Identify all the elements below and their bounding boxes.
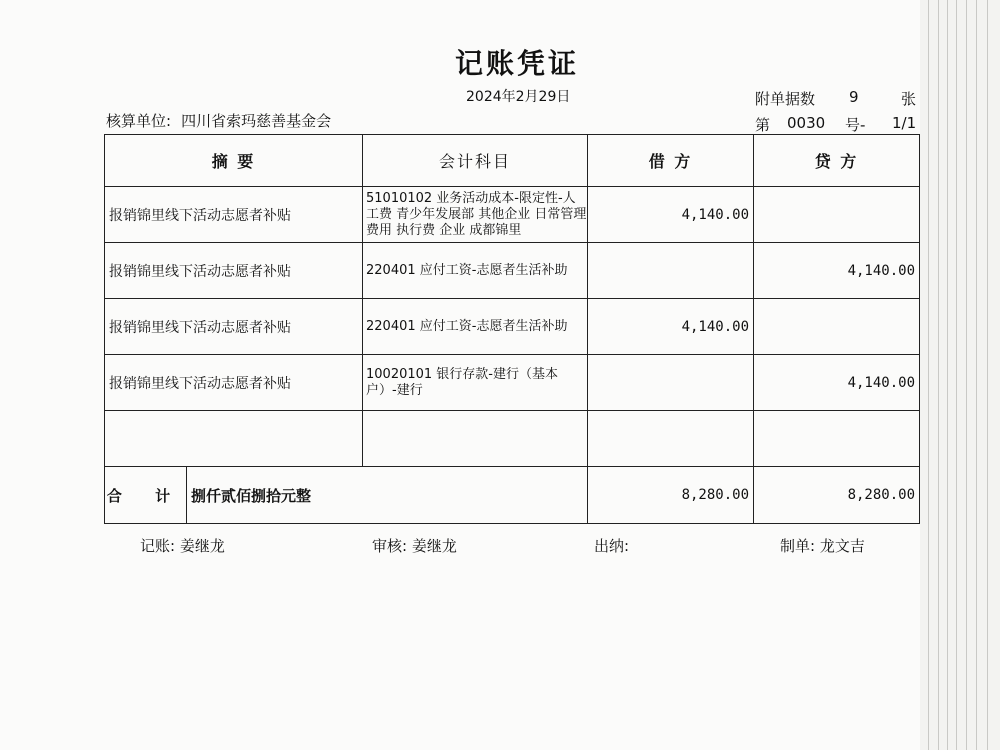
bookkeeper-label: 记账: xyxy=(140,537,176,555)
table-row-empty xyxy=(105,411,920,467)
voucher-title: 记账凭证 xyxy=(455,47,580,80)
col-account: 会计科目 xyxy=(363,135,588,187)
row-summary: 报销锦里线下活动志愿者补贴 xyxy=(105,355,363,411)
attachment-number: 9 xyxy=(849,88,859,106)
attachment-label: 附单据数 xyxy=(755,90,816,108)
table-row xyxy=(105,299,920,355)
row-account xyxy=(363,411,588,467)
voucher-number-value: 0030 xyxy=(787,114,826,132)
row-credit: 4,140.00 xyxy=(754,355,920,411)
row-account: 220401 应付工资-志愿者生活补助 xyxy=(363,299,588,355)
row-debit: 4,140.00 xyxy=(588,299,754,355)
preparer-label: 制单: xyxy=(780,537,816,555)
col-summary: 摘 要 xyxy=(105,135,363,187)
cashier xyxy=(594,535,629,556)
preparer-name: 龙文吉 xyxy=(819,537,865,555)
accounting-unit-label: 核算单位: xyxy=(106,112,172,130)
col-debit: 借 方 xyxy=(588,135,754,187)
reviewer xyxy=(372,535,457,556)
voucher-date: 2024年2月29日 xyxy=(466,89,571,105)
total-amount-in-words: 捌仟贰佰捌拾元整 xyxy=(187,467,588,524)
row-account: 10020101 银行存款-建行（基本户）-建行 xyxy=(363,355,588,411)
row-credit xyxy=(754,411,920,467)
row-summary: 报销锦里线下活动志愿者补贴 xyxy=(105,243,363,299)
row-debit: 4,140.00 xyxy=(588,187,754,243)
reviewer-name: 姜继龙 xyxy=(411,537,457,555)
row-account: 220401 应付工资-志愿者生活补助 xyxy=(363,243,588,299)
voucher-suffix: 号- xyxy=(845,116,866,134)
voucher-table xyxy=(104,134,920,524)
row-summary: 报销锦里线下活动志愿者补贴 xyxy=(105,187,363,243)
preparer xyxy=(780,535,865,556)
total-debit: 8,280.00 xyxy=(588,467,754,524)
row-credit xyxy=(754,187,920,243)
row-account: 51010102 业务活动成本-限定性-人工费 青少年发展部 其他企业 日常管理费用 执行费 企业 成都锦里 xyxy=(363,187,588,243)
bookkeeper-name: 姜继龙 xyxy=(179,537,225,555)
row-debit xyxy=(588,243,754,299)
table-row xyxy=(105,243,920,299)
total-row xyxy=(105,467,920,524)
row-debit xyxy=(588,355,754,411)
table-row xyxy=(105,187,920,243)
table-row xyxy=(105,355,920,411)
accounting-unit xyxy=(106,110,331,131)
voucher-page: 1/1 xyxy=(892,114,917,132)
row-summary: 报销锦里线下活动志愿者补贴 xyxy=(105,299,363,355)
accounting-unit-name: 四川省索玛慈善基金会 xyxy=(181,112,332,130)
reviewer-label: 审核: xyxy=(372,537,408,555)
row-debit xyxy=(588,411,754,467)
col-credit: 贷 方 xyxy=(754,135,920,187)
total-credit: 8,280.00 xyxy=(754,467,920,524)
voucher-prefix: 第 xyxy=(755,116,771,134)
row-summary xyxy=(105,411,363,467)
total-label: 合 计 xyxy=(105,467,187,524)
bookkeeper xyxy=(140,535,225,556)
attachment-unit: 张 xyxy=(901,90,917,108)
table-header xyxy=(105,135,920,187)
row-credit xyxy=(754,299,920,355)
row-credit: 4,140.00 xyxy=(754,243,920,299)
cashier-label: 出纳: xyxy=(594,537,630,555)
